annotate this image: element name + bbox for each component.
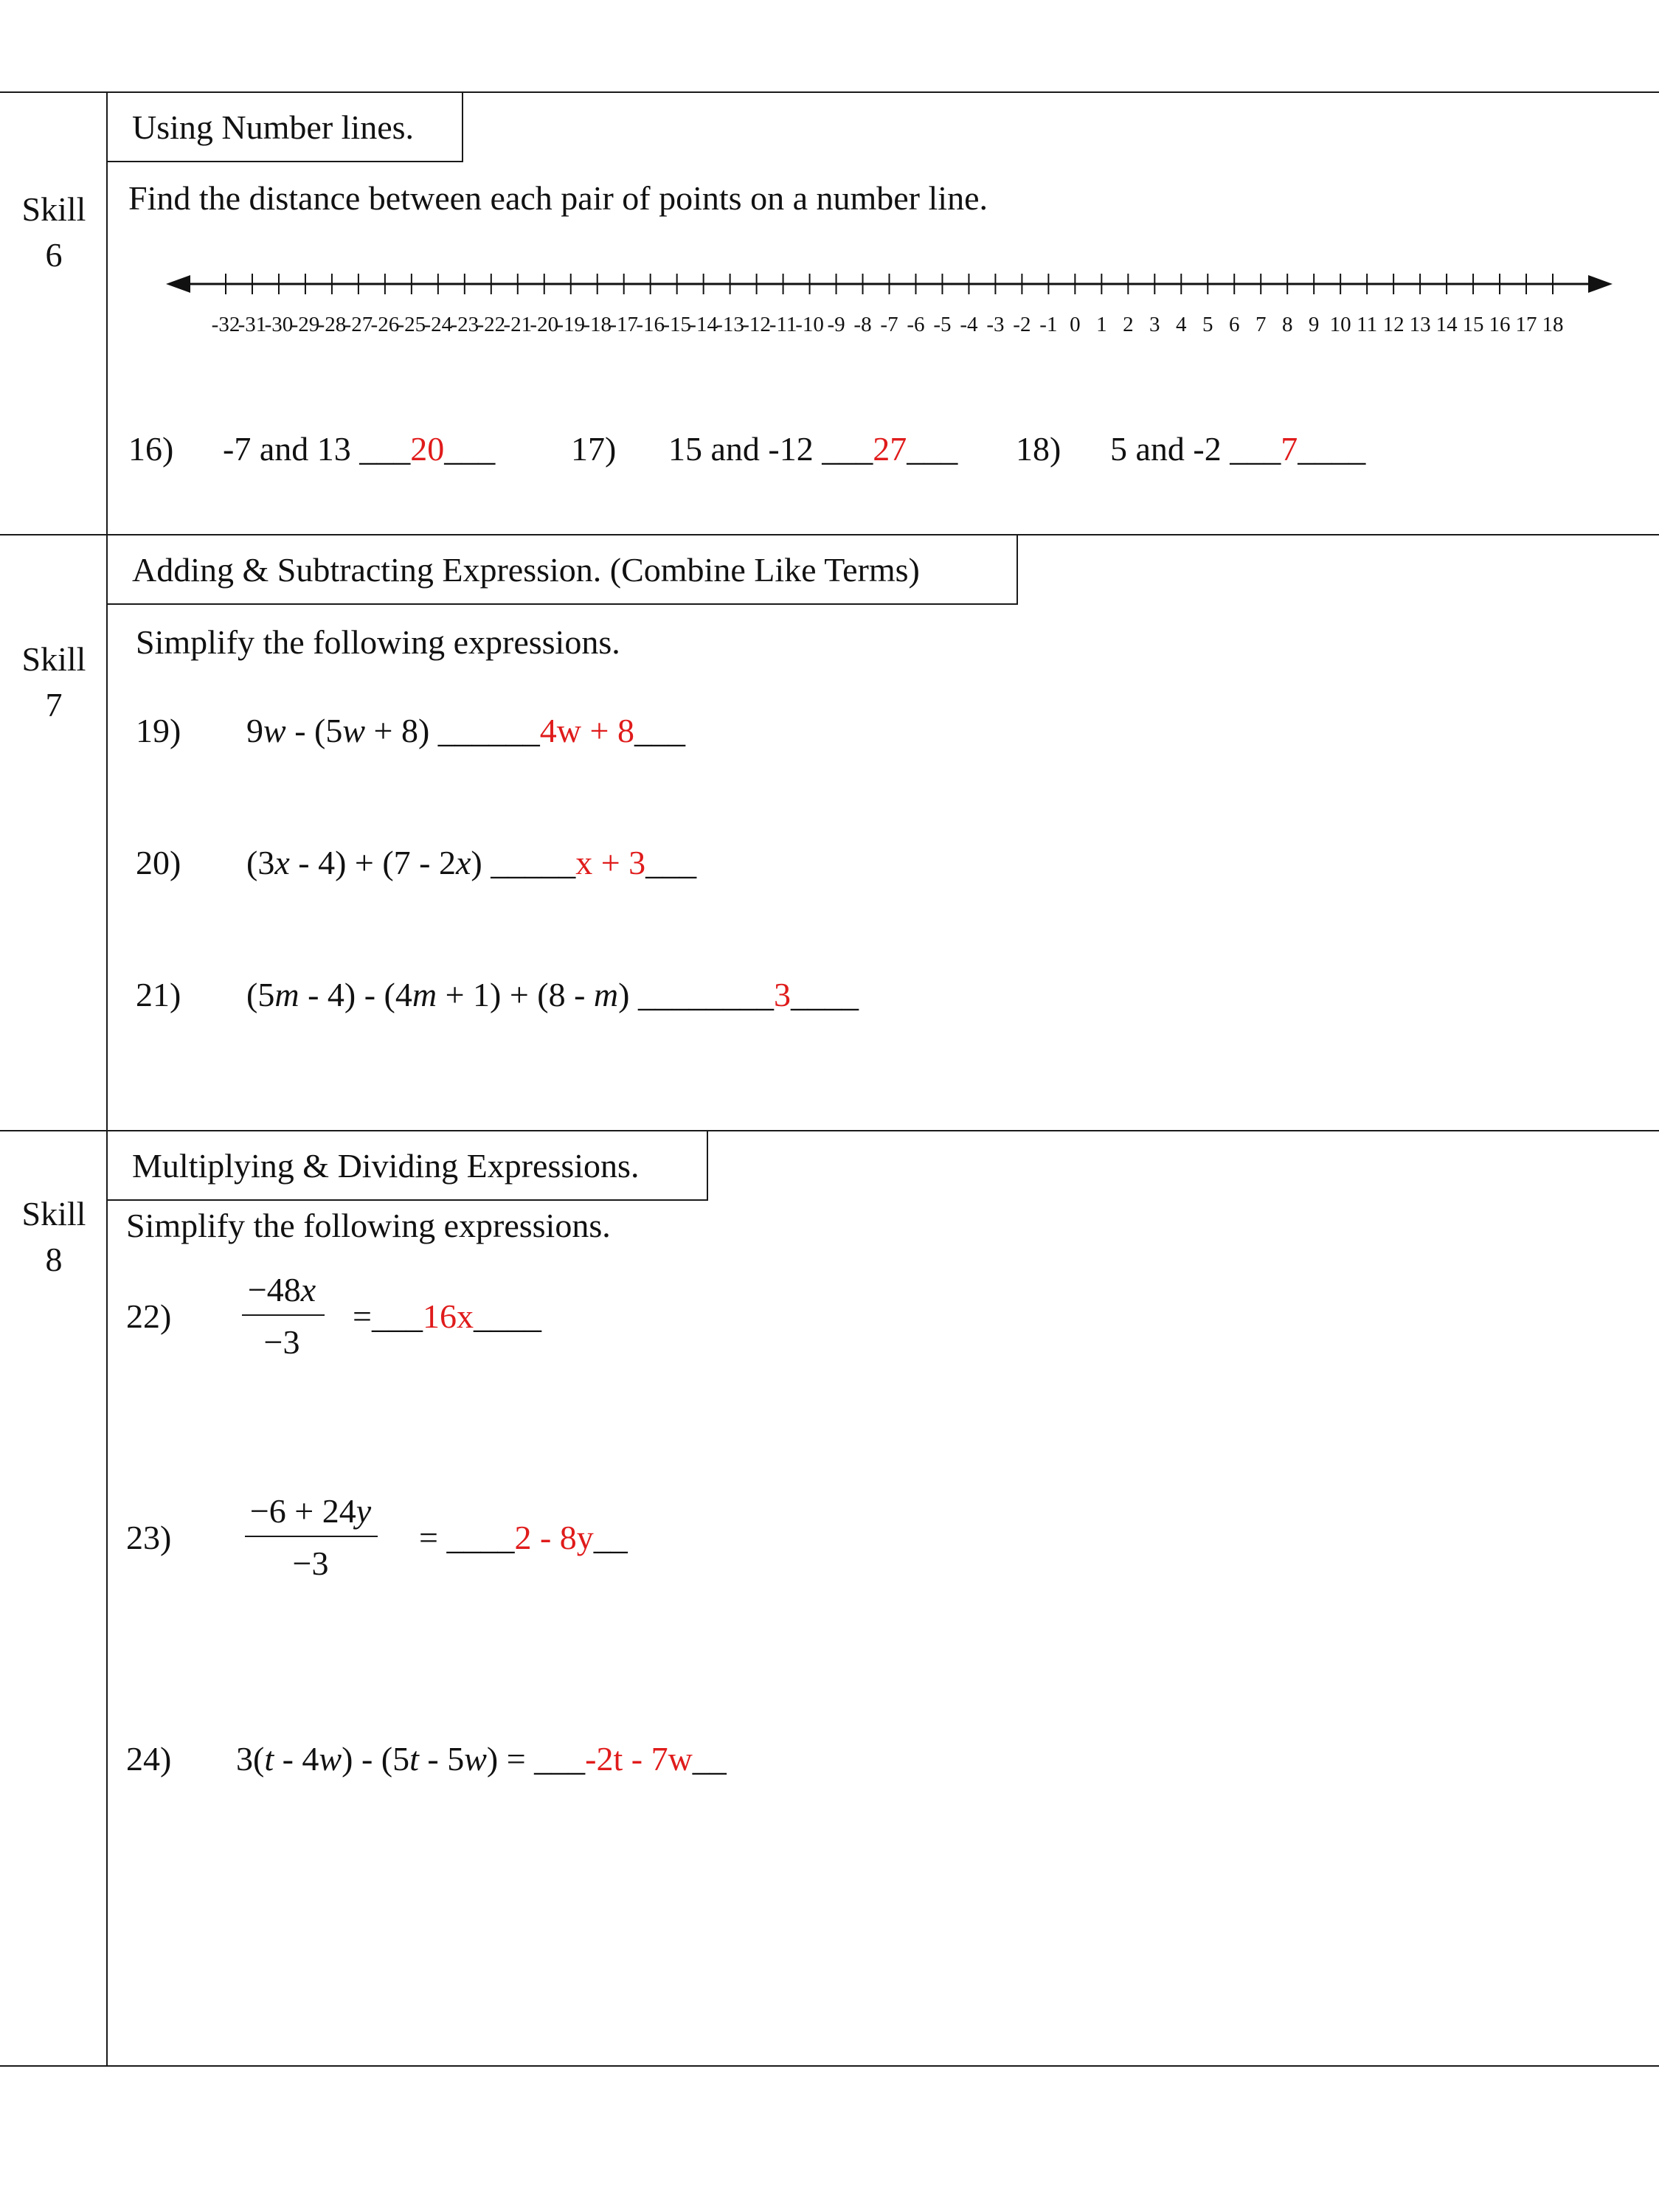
section-7-instruction: Simplify the following expressions. bbox=[136, 623, 620, 661]
section-6-title-box bbox=[106, 91, 463, 162]
number-line-label: 17 bbox=[1515, 313, 1537, 336]
number-line-label: 1 bbox=[1096, 313, 1107, 336]
skill-6-label bbox=[0, 187, 108, 278]
skill-word: Skill bbox=[21, 1195, 86, 1232]
section-7-title: Adding & Subtracting Expression. (Combine Like Terms) bbox=[132, 551, 920, 589]
problem-number: 24) bbox=[126, 1740, 172, 1778]
number-line-label: -11 bbox=[769, 313, 797, 336]
expression: (5m - 4) - (4m + 1) + (8 - m) bbox=[246, 976, 630, 1013]
skill-number: 6 bbox=[45, 236, 63, 274]
answer-blank: ___ bbox=[1230, 430, 1281, 468]
skill-number: 7 bbox=[45, 686, 63, 724]
number-line-labels bbox=[204, 313, 1564, 339]
number-line-label: -20 bbox=[530, 313, 559, 336]
answer-blank: ____ bbox=[473, 1297, 541, 1335]
answer-blank: _____ bbox=[491, 844, 576, 881]
answer-blank: ___ bbox=[645, 844, 697, 881]
number-line-label: -10 bbox=[795, 313, 824, 336]
number-line-label: -16 bbox=[636, 313, 665, 336]
skill-word: Skill bbox=[21, 190, 86, 228]
answer-18: 7 bbox=[1281, 430, 1298, 468]
section-8-instruction: Simplify the following expressions. bbox=[126, 1207, 611, 1244]
expression: 3(t - 4w) - (5t - 5w) = bbox=[236, 1740, 535, 1778]
number-line-label: -32 bbox=[211, 313, 240, 336]
number-line-label: 9 bbox=[1308, 313, 1320, 336]
answer-20: x + 3 bbox=[575, 844, 646, 881]
number-line-label: -28 bbox=[317, 313, 347, 336]
problem-16 bbox=[128, 432, 173, 466]
problem-17-expression bbox=[668, 432, 957, 466]
number-line-label: 12 bbox=[1382, 313, 1405, 336]
number-line-label: 3 bbox=[1149, 313, 1160, 336]
number-line-label: -2 bbox=[1013, 313, 1031, 336]
problem-text: -7 and 13 bbox=[223, 430, 351, 468]
skill-number: 8 bbox=[45, 1241, 63, 1278]
number-line-label: -31 bbox=[238, 313, 267, 336]
skill-column-divider bbox=[106, 91, 108, 2067]
problem-16-expression bbox=[223, 432, 495, 466]
answer-blank: ___ bbox=[907, 430, 958, 468]
number-line-label: 5 bbox=[1202, 313, 1213, 336]
number-line-label: -6 bbox=[907, 313, 925, 336]
skill-word: Skill bbox=[21, 640, 86, 678]
problem-19-expression bbox=[246, 714, 685, 748]
number-line-label: 14 bbox=[1435, 313, 1458, 336]
section-8-title-box bbox=[106, 1130, 708, 1201]
problem-number: 21) bbox=[136, 976, 181, 1013]
problem-22 bbox=[126, 1297, 172, 1335]
number-line-label: 0 bbox=[1070, 313, 1081, 336]
number-line-label: 18 bbox=[1542, 313, 1564, 336]
number-line-label: -30 bbox=[264, 313, 294, 336]
number-line-label: -24 bbox=[423, 313, 453, 336]
answer-21: 3 bbox=[773, 976, 791, 1013]
section-rule-bottom bbox=[0, 2065, 1659, 2067]
problem-18 bbox=[1016, 432, 1061, 466]
problem-20 bbox=[136, 846, 181, 880]
number-line-label: -12 bbox=[742, 313, 771, 336]
number-line-label: -3 bbox=[986, 313, 1005, 336]
number-line-label: -14 bbox=[689, 313, 718, 336]
fraction-22-denominator: −3 bbox=[263, 1323, 300, 1361]
section-7-title-box bbox=[106, 534, 1018, 605]
answer-blank: ___ bbox=[634, 712, 685, 749]
problem-20-expression bbox=[246, 846, 696, 880]
number-line-label: -19 bbox=[556, 313, 586, 336]
number-line-label: 6 bbox=[1228, 313, 1240, 336]
number-line-label: -26 bbox=[370, 313, 400, 336]
section-8-title: Multiplying & Dividing Expressions. bbox=[132, 1147, 640, 1185]
number-line-label: -8 bbox=[853, 313, 872, 336]
fraction-23-bar bbox=[245, 1536, 378, 1537]
fraction-23-denominator: −3 bbox=[292, 1544, 329, 1582]
problem-23-answer bbox=[419, 1521, 628, 1555]
expression: 9w - (5w + 8) bbox=[246, 712, 430, 749]
number-line-label: -1 bbox=[1039, 313, 1058, 336]
answer-blank: __ bbox=[692, 1740, 727, 1778]
problem-number: 17) bbox=[571, 430, 617, 468]
answer-19: 4w + 8 bbox=[539, 712, 634, 749]
problem-number: 23) bbox=[126, 1519, 172, 1556]
number-line-label: -22 bbox=[477, 313, 506, 336]
answer-blank: ________ bbox=[637, 976, 774, 1013]
number-line-label: -25 bbox=[397, 313, 426, 336]
number-line-label: 16 bbox=[1489, 313, 1511, 336]
answer-blank: ______ bbox=[437, 712, 540, 749]
problem-number: 16) bbox=[128, 430, 174, 468]
number-line-label: 7 bbox=[1255, 313, 1267, 336]
number-line-label: -18 bbox=[583, 313, 612, 336]
answer-blank: ___ bbox=[444, 430, 496, 468]
problem-number: 20) bbox=[136, 844, 181, 881]
number-line-label: -13 bbox=[716, 313, 744, 336]
number-line-label: -5 bbox=[933, 313, 952, 336]
problem-19 bbox=[136, 714, 181, 748]
problem-24 bbox=[126, 1742, 171, 1776]
answer-22: 16x bbox=[422, 1297, 474, 1335]
skill-7-label bbox=[0, 637, 108, 728]
answer-23: 2 - 8y bbox=[514, 1519, 594, 1556]
skill-8-label bbox=[0, 1191, 108, 1283]
answer-blank: ____ bbox=[1298, 430, 1366, 468]
answer-blank: ____ bbox=[446, 1519, 515, 1556]
fraction-22-numerator: −48x bbox=[247, 1271, 316, 1308]
number-line-label: 10 bbox=[1329, 313, 1351, 336]
answer-blank: ___ bbox=[534, 1740, 586, 1778]
expression: (3x - 4) + (7 - 2x) bbox=[246, 844, 482, 881]
answer-blank: ___ bbox=[822, 430, 873, 468]
number-line-label: -9 bbox=[827, 313, 845, 336]
number-line-label: -27 bbox=[344, 313, 373, 336]
answer-17: 27 bbox=[873, 430, 907, 468]
number-line-label: 2 bbox=[1123, 313, 1134, 336]
problem-number: 22) bbox=[126, 1297, 172, 1335]
fraction-23-numerator: −6 + 24y bbox=[249, 1492, 372, 1530]
problem-text: 5 and -2 bbox=[1110, 430, 1222, 468]
number-line-label: -7 bbox=[880, 313, 898, 336]
problem-22-answer bbox=[353, 1297, 541, 1335]
number-line-label: 13 bbox=[1409, 313, 1431, 336]
equals-sign: = bbox=[353, 1297, 372, 1335]
answer-blank: ___ bbox=[359, 430, 411, 468]
problem-21 bbox=[136, 978, 181, 1012]
problem-18-expression bbox=[1110, 432, 1365, 466]
number-line-label: -15 bbox=[662, 313, 691, 336]
number-line-label: 8 bbox=[1281, 313, 1293, 336]
number-line-label: -21 bbox=[503, 313, 533, 336]
number-line-label: -4 bbox=[960, 313, 978, 336]
number-line-label: 15 bbox=[1462, 313, 1484, 336]
answer-24: -2t - 7w bbox=[585, 1740, 693, 1778]
problem-23 bbox=[126, 1521, 171, 1555]
number-line-label: -23 bbox=[450, 313, 479, 336]
answer-blank: ____ bbox=[790, 976, 859, 1013]
answer-blank: __ bbox=[593, 1519, 628, 1556]
number-line-label: 11 bbox=[1357, 313, 1378, 336]
section-6-instruction: Find the distance between each pair of points on a number line. bbox=[128, 179, 988, 217]
number-line-label: -29 bbox=[291, 313, 320, 336]
number-line-label: -17 bbox=[609, 313, 639, 336]
problem-17 bbox=[571, 432, 616, 466]
answer-blank: ___ bbox=[371, 1297, 423, 1335]
number-line bbox=[162, 266, 1615, 302]
problem-text: 15 and -12 bbox=[668, 430, 814, 468]
problem-number: 18) bbox=[1016, 430, 1061, 468]
answer-16: 20 bbox=[410, 430, 445, 468]
section-6-title: Using Number lines. bbox=[132, 108, 415, 146]
equals-sign: = bbox=[419, 1519, 438, 1556]
fraction-22-bar bbox=[242, 1314, 325, 1316]
problem-24-expression bbox=[236, 1742, 727, 1776]
problem-number: 19) bbox=[136, 712, 181, 749]
number-line-label: 4 bbox=[1176, 313, 1187, 336]
problem-21-expression bbox=[246, 978, 859, 1012]
